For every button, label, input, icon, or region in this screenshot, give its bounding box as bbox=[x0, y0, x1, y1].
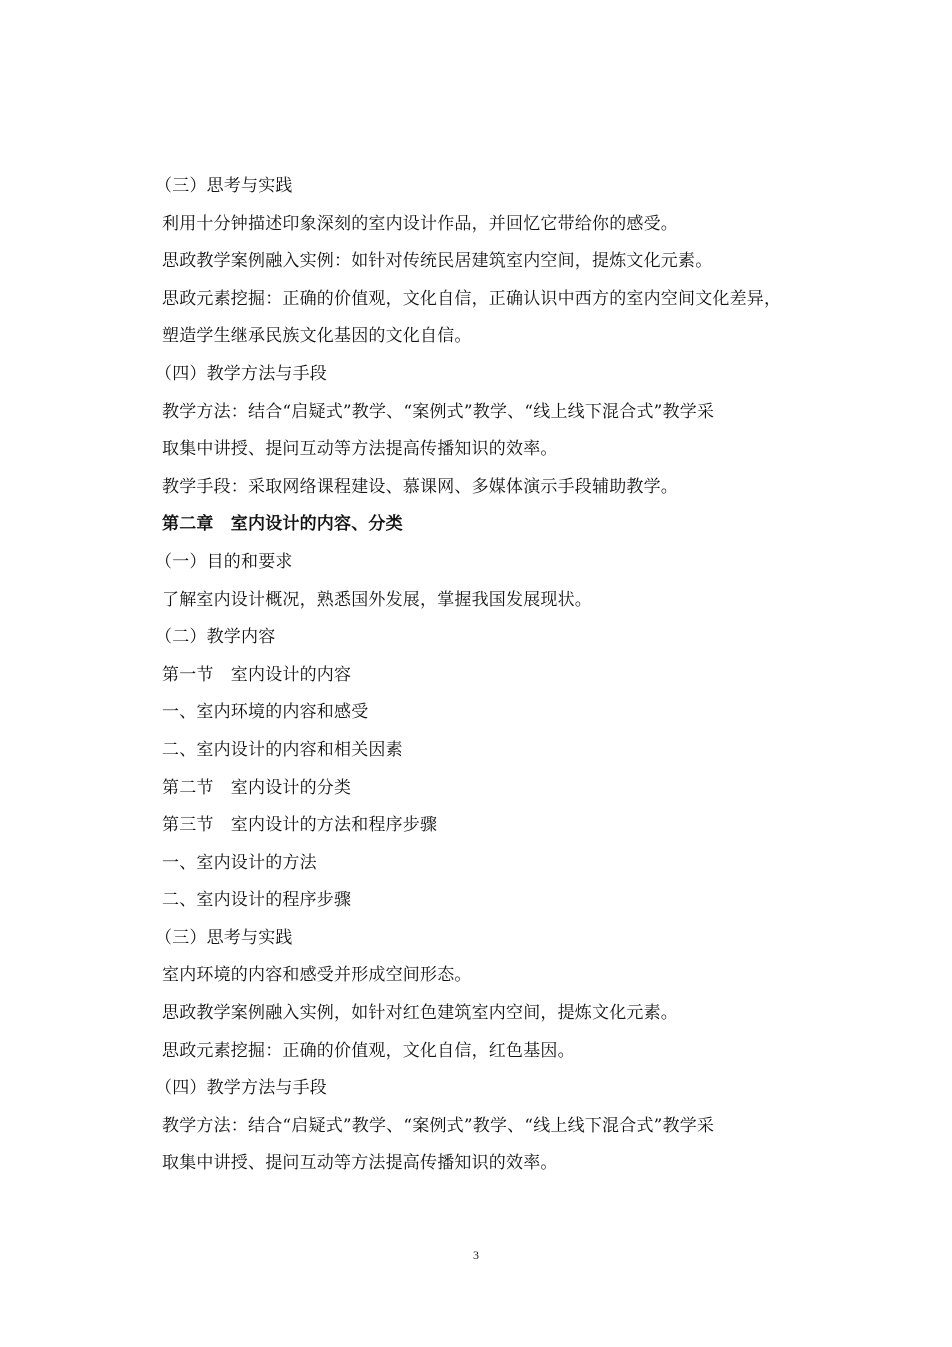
text-line: 第二节 室内设计的分类 bbox=[162, 777, 352, 798]
chapter-heading: 第二章 室内设计的内容、分类 bbox=[162, 514, 403, 535]
text-line: 取集中讲授、提问互动等方法提高传播知识的效率。 bbox=[162, 1153, 558, 1174]
text-line: 一、室内设计的方法 bbox=[162, 852, 317, 873]
section-heading: （四）教学方法与手段 bbox=[155, 1078, 327, 1099]
section-heading: （四）教学方法与手段 bbox=[155, 363, 327, 384]
text-line: 思政教学案例融入实例，如针对红色建筑室内空间，提炼文化元素。 bbox=[162, 1003, 678, 1024]
section-heading: （三）思考与实践 bbox=[155, 927, 293, 948]
text-line: 二、室内设计的程序步骤 bbox=[162, 890, 352, 911]
text-line: 思政元素挖掘：正确的价值观，文化自信，红色基因。 bbox=[162, 1040, 575, 1061]
text-line: 室内环境的内容和感受并形成空间形态。 bbox=[162, 965, 472, 986]
document-body bbox=[155, 168, 842, 1183]
text-line: 取集中讲授、提问互动等方法提高传播知识的效率。 bbox=[162, 439, 558, 460]
text-line: 思政元素挖掘：正确的价值观，文化自信，正确认识中西方的室内空间文化差异， bbox=[162, 288, 782, 309]
text-line: 了解室内设计概况，熟悉国外发展，掌握我国发展现状。 bbox=[162, 589, 592, 610]
text-line: 二、室内设计的内容和相关因素 bbox=[162, 739, 403, 760]
text-line: 第一节 室内设计的内容 bbox=[162, 664, 352, 685]
text-line: 教学方法：结合“启疑式”教学、“案例式”教学、“线上线下混合式”教学采 bbox=[162, 401, 715, 422]
section-heading: （二）教学内容 bbox=[155, 627, 276, 648]
text-line: 思政教学案例融入实例：如针对传统民居建筑室内空间，提炼文化元素。 bbox=[162, 251, 713, 272]
section-heading: （三）思考与实践 bbox=[155, 176, 293, 196]
text-line: 塑造学生继承民族文化基因的文化自信。 bbox=[162, 326, 472, 347]
text-line: 一、室内环境的内容和感受 bbox=[162, 702, 369, 723]
section-heading: （一）目的和要求 bbox=[155, 551, 293, 572]
text-line: 利用十分钟描述印象深刻的室内设计作品，并回忆它带给你的感受。 bbox=[162, 213, 678, 234]
text-line: 教学方法：结合“启疑式”教学、“案例式”教学、“线上线下混合式”教学采 bbox=[162, 1115, 715, 1136]
text-line: 教学手段：采取网络课程建设、慕课网、多媒体演示手段辅助教学。 bbox=[162, 476, 678, 497]
page-number: 3 bbox=[473, 1248, 479, 1262]
text-line: 第三节 室内设计的方法和程序步骤 bbox=[162, 815, 438, 836]
